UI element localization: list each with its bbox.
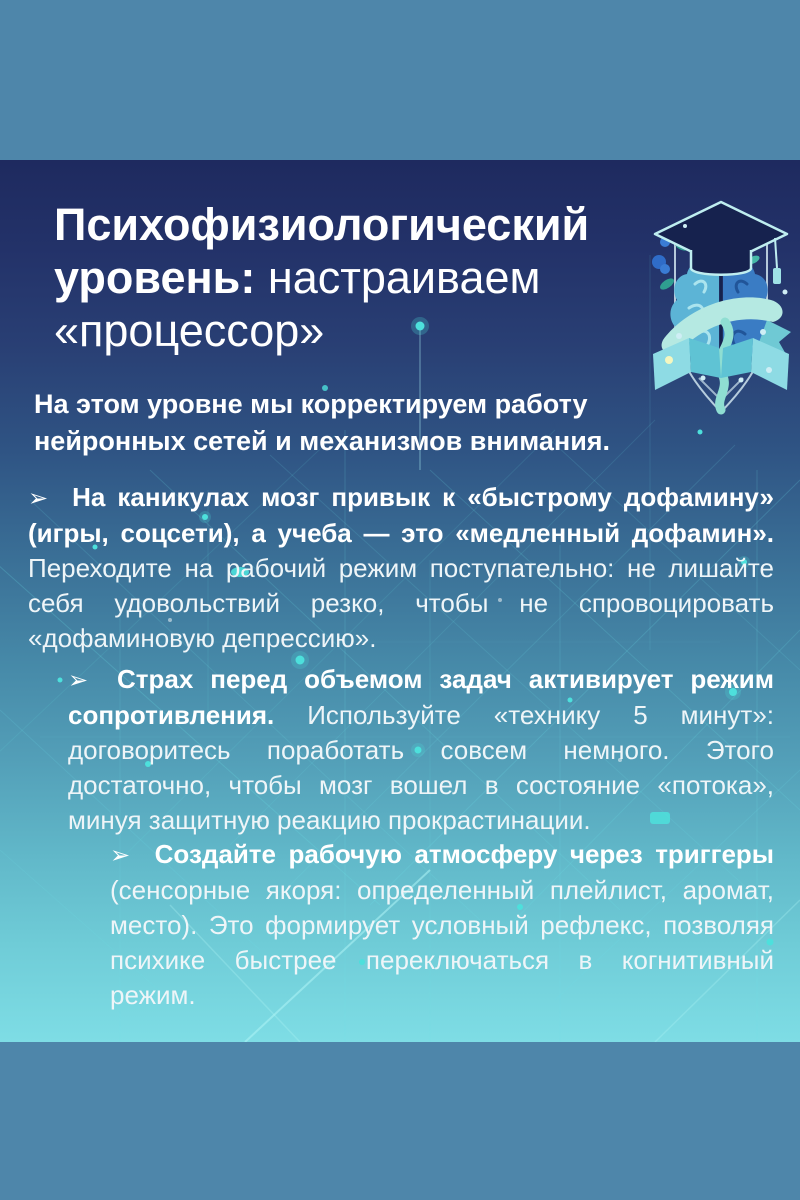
bullet-regular-text: Используйте «технику 5 минут»: договоритесь поработать совсем немного. Этого достаточно, чтобы мозг вошел в состояние «потока», минуя защитную реакцию прокрастинации. [68,700,775,835]
title-regular-part: настраиваем [267,252,541,303]
bullet-regular-text: Переходите на рабочий режим поступательно: не лишайте себя удовольствий резко, чтобы не спровоцировать «дофаминовую депрессию». [28,553,774,653]
title-line-1 [54,198,654,251]
page-title [54,198,654,357]
bullet-bold-text: Создайте рабочую атмосферу через триггеры [154,839,774,869]
arrow-bullet-icon: ➢ [110,842,131,869]
bullet-bold-text: Страх перед объемом задач активирует режим сопротивления. [68,664,774,730]
title-bold-part: Психофизиологический [54,199,590,250]
intro-text: На этом уровне мы корректируем работу нейронных сетей и механизмов внимания. [34,389,611,456]
bullet-item-fear-of-tasks [68,662,774,838]
brain-graduation-logo [645,172,797,424]
bullet-item-work-atmosphere [110,837,774,1013]
title-regular-part: «процессор» [54,305,325,356]
title-line-3 [54,304,654,357]
arrow-bullet-icon: ➢ [28,485,49,512]
bullet-item-dopamine [28,480,774,656]
arrow-bullet-icon: ➢ [68,667,89,694]
bullet-regular-text: (сенсорные якоря: определенный плейлист, аромат, место). Это формирует условный рефлекс, позволяя психике быстрее переключаться в когнитивный режим. [110,875,774,1010]
title-bold-part: уровень: [54,252,256,303]
bullet-bold-text: На каникулах мозг привык к «быстрому дофамину» (игры, соцсети), а учеба — это «медленный дофамин». [28,482,774,548]
title-line-2 [54,251,654,304]
slide-poster [0,160,800,1042]
